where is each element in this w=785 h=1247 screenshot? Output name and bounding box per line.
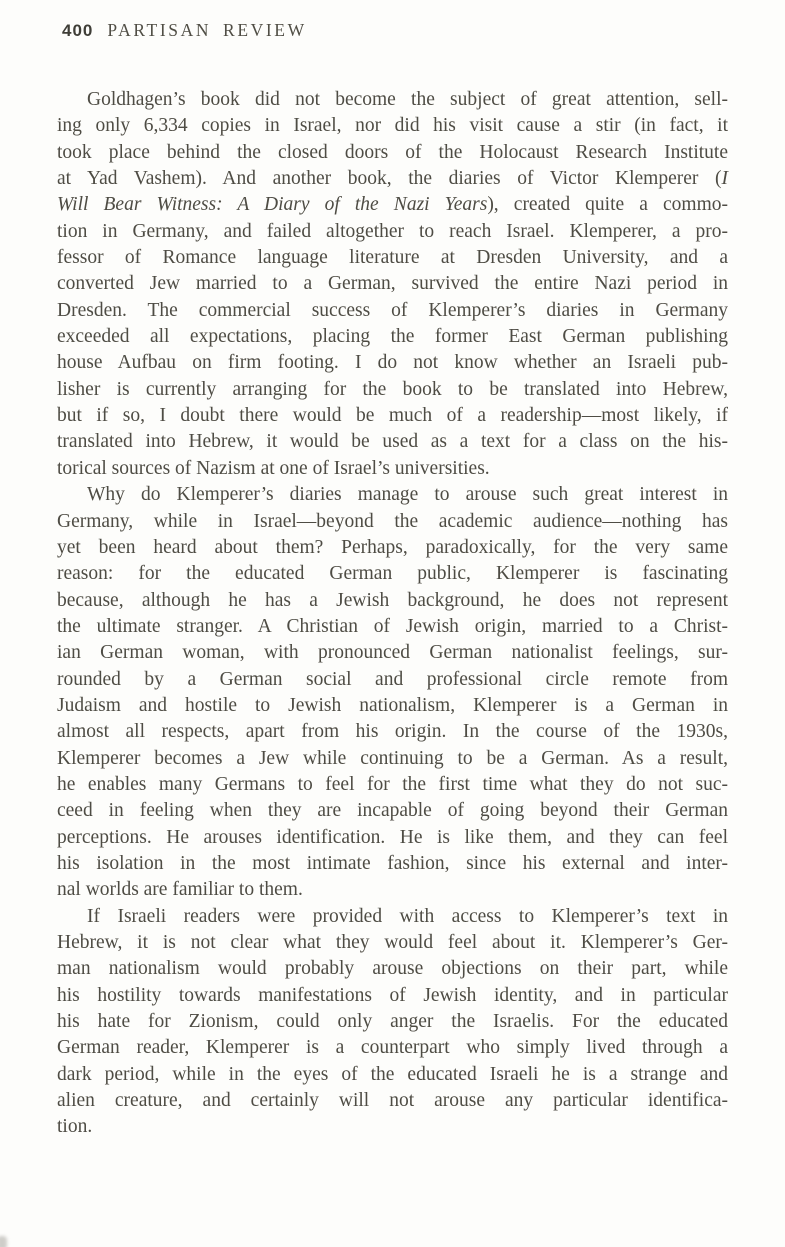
text-line (57, 298, 728, 324)
text-line (57, 245, 728, 271)
body-paragraph (57, 482, 728, 904)
text-line (57, 561, 728, 587)
body-text: Germany, while in Israel—beyond the academic audience—nothing has (57, 510, 728, 532)
body-text: at Yad Vashem). And another book, the diaries of Victor Klemperer ( (57, 168, 722, 190)
body-text: German reader, Klemperer is a counterpart who simply lived through a (57, 1037, 728, 1059)
body-text: because, although he has a Jewish background, he does not represent (57, 589, 728, 611)
text-line (57, 772, 728, 798)
body-text: Hebrew, it is not clear what they would feel about it. Klemperer’s Ger- (57, 932, 728, 953)
text-line (57, 509, 728, 535)
body-text: exceeded all expectations, placing the former East German publishing (57, 326, 728, 348)
body-text: ian German woman, with pronounced German nationalist feelings, sur- (57, 642, 728, 664)
text-line (57, 192, 728, 218)
text-line (57, 482, 728, 508)
body-text: tion. (57, 1116, 93, 1138)
body-text: house Aufbau on firm footing. I do not know whether an Israeli pub- (57, 352, 728, 374)
body-text: Why do Klemperer’s diaries manage to arouse such great interest in (87, 484, 728, 506)
text-line (57, 614, 728, 640)
text-line (57, 166, 728, 192)
text-line (57, 640, 728, 666)
text-line (57, 1088, 728, 1114)
text-line (57, 693, 728, 719)
body-text: Dresden. The commercial success of Klemperer’s diaries in Germany (57, 299, 728, 321)
text-line (57, 350, 728, 376)
body-text: his hostility towards manifestations of Jewish identity, and in particular (57, 984, 728, 1006)
text-line (57, 719, 728, 745)
body-paragraph (57, 904, 728, 1141)
body-text: Klemperer becomes a Jew while continuing to be a German. As a result, (57, 747, 728, 769)
text-line (57, 403, 728, 429)
body-text: translated into Hebrew, it would be used as a text for a class on the his- (57, 431, 728, 453)
text-line (57, 324, 728, 350)
text-line (57, 1062, 728, 1088)
body-text: lisher is currently arranging for the book to be translated into Hebrew, (57, 378, 728, 400)
body-text: man nationalism would probably arouse objections on their part, while (57, 958, 728, 980)
text-line (57, 1114, 728, 1140)
text-line (57, 1035, 728, 1061)
body-text: ), created quite a commo- (487, 194, 728, 216)
body-text: alien creature, and certainly will not arouse any particular identifica- (57, 1090, 728, 1112)
text-line (57, 140, 728, 166)
text-line (57, 825, 728, 851)
body-text: almost all respects, apart from his origin. In the course of the 1930s, (57, 721, 728, 743)
text-line (57, 219, 728, 245)
book-title-text: I (721, 168, 728, 190)
text-line (57, 535, 728, 561)
body-text: ing only 6,334 copies in Israel, nor did his visit cause a stir (in fact, it (57, 115, 728, 137)
body-text: converted Jew married to a German, survived the entire Nazi period in (57, 273, 728, 295)
body-text: ceed in feeling when they are incapable of going beyond their German (57, 800, 728, 822)
body-text: but if so, I doubt there would be much of a readership—most likely, if (57, 405, 728, 427)
text-line (57, 429, 728, 455)
body-paragraph (57, 87, 728, 482)
body-text: his isolation in the most intimate fashion, since his external and inter- (57, 852, 728, 874)
body-text: he enables many Germans to feel for the first time what they do not suc- (57, 773, 728, 795)
body-text: If Israeli readers were provided with access to Klemperer’s text in (87, 905, 728, 927)
text-line (57, 983, 728, 1009)
body-text: took place behind the closed doors of the Holocaust Research Institute (57, 141, 728, 163)
journal-title: PARTISAN REVIEW (107, 20, 307, 40)
text-line (57, 877, 728, 903)
text-line (57, 851, 728, 877)
text-line (57, 377, 728, 403)
text-line (57, 113, 728, 139)
body-text: Judaism and hostile to Jewish nationalism, Klemperer is a German in (57, 694, 728, 716)
body-text: his hate for Zionism, could only anger the Israelis. For the educated (57, 1011, 728, 1033)
body-text: dark period, while in the eyes of the educated Israeli he is a strange and (57, 1063, 728, 1085)
text-line (57, 956, 728, 982)
body-text: nal worlds are familiar to them. (57, 879, 303, 901)
text-line (57, 87, 728, 113)
running-head (62, 20, 307, 41)
body-text: torical sources of Nazism at one of Israel’s universities. (57, 457, 490, 479)
text-line (57, 588, 728, 614)
body-text: the ultimate stranger. A Christian of Jewish origin, married to a Christ- (57, 615, 728, 637)
body-text: Goldhagen’s book did not become the subject of great attention, sell- (87, 89, 728, 110)
page-body (57, 87, 728, 1141)
text-line (57, 456, 728, 482)
text-line (57, 667, 728, 693)
text-line (57, 1009, 728, 1035)
body-text: reason: for the educated German public, Klemperer is fascinating (57, 563, 728, 585)
text-line (57, 746, 728, 772)
text-line (57, 904, 728, 930)
body-text: tion in Germany, and failed altogether to reach Israel. Klemperer, a pro- (57, 220, 728, 242)
page-number: 400 (62, 21, 94, 40)
body-text: perceptions. He arouses identification. He is like them, and they can feel (57, 826, 728, 848)
book-title-text: Will Bear Witness: A Diary of the Nazi Years (57, 194, 488, 216)
body-text: rounded by a German social and professional circle remote from (57, 668, 728, 690)
text-line (57, 930, 728, 956)
scan-corner-shadow (0, 1236, 7, 1247)
body-text: yet been heard about them? Perhaps, paradoxically, for the very same (57, 536, 728, 558)
text-line (57, 798, 728, 824)
text-line (57, 271, 728, 297)
body-text: fessor of Romance language literature at Dresden University, and a (57, 247, 728, 269)
